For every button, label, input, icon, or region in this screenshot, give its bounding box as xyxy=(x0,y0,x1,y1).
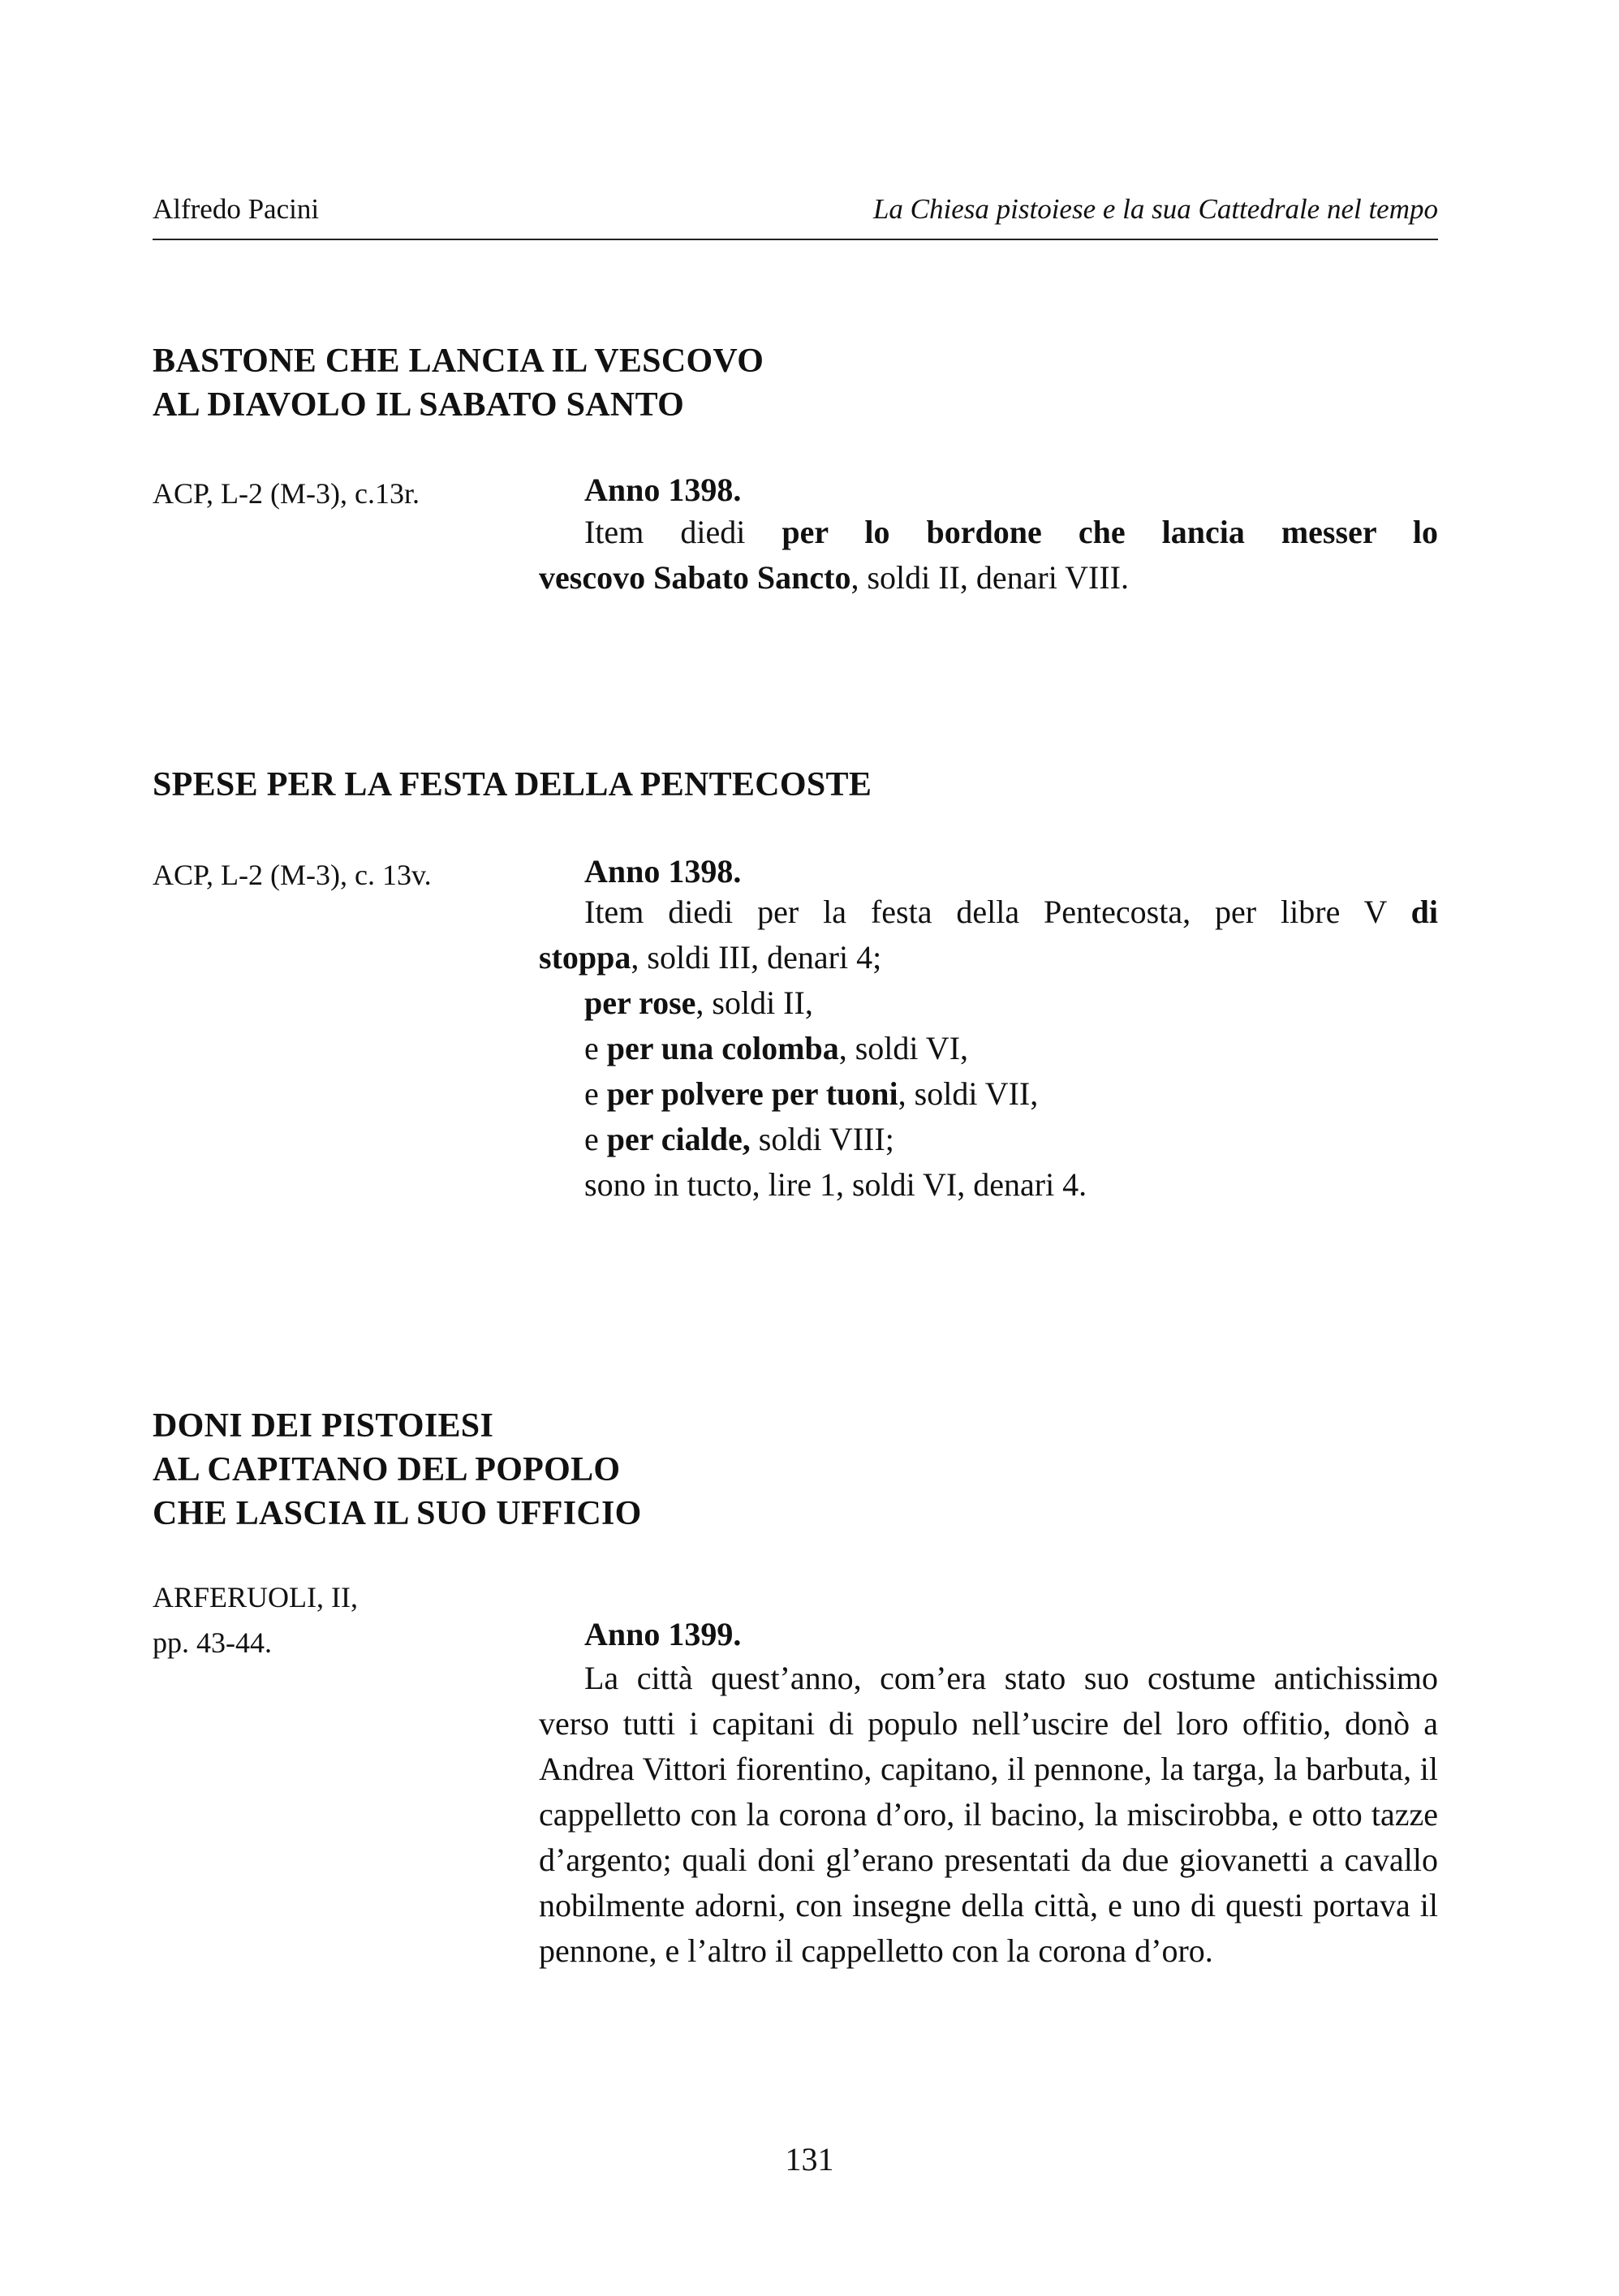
running-header-title: La Chiesa pistoiese e la sua Cattedrale nel tempo xyxy=(872,193,1438,225)
section-title-line: AL DIAVOLO IL SABATO SANTO xyxy=(153,386,685,424)
expense-item: e per polvere per tuoni, soldi VII, xyxy=(584,1075,1039,1112)
page-number: 131 xyxy=(785,2141,834,2178)
section-2-source: ACP, L-2 (M-3), c. 13v. xyxy=(153,859,432,891)
section-title-line: BASTONE CHE LANCIA IL VESCOVO xyxy=(153,342,764,380)
section-2-year: Anno 1398. xyxy=(584,853,742,890)
section-2-title xyxy=(153,763,872,807)
body-line: vescovo Sabato Sancto, soldi II, denari VIII. xyxy=(539,559,1129,596)
section-1-source: ACP, L-2 (M-3), c.13r. xyxy=(153,477,420,510)
section-3-paragraph: La città quest’anno, com’era stato suo costume antichissimo verso tutti i capitani di populo nell’uscire del loro offitio, donò a Andrea Vittori fiorentino, capitano, il pennone, la targa, la barbuta, il cappelletto con la corona d’oro, il bacino, la miscirobba, e otto tazze d’argento; quali doni gl’erano presentati da due giovanetti a cavallo nobilmente adorni, con insegne della città, e uno di questi portava il pennone, e l’altro il cappelletto con la corona d’oro. xyxy=(539,1660,1438,1969)
section-3-year: Anno 1399. xyxy=(584,1616,742,1652)
section-1-body xyxy=(539,510,1438,601)
header-rule xyxy=(153,239,1438,240)
section-title-line: SPESE PER LA FESTA DELLA PENTECOSTE xyxy=(153,766,872,803)
expense-item: e per una colomba, soldi VI, xyxy=(584,1030,969,1066)
section-title-line: DONI DEI PISTOIESI xyxy=(153,1407,494,1445)
section-title-line: CHE LASCIA IL SUO UFFICIO xyxy=(153,1495,642,1532)
section-1-title xyxy=(153,339,764,427)
body-line: Item diedi per la festa della Pentecosta, per libre V di xyxy=(584,894,1438,930)
running-header-author: Alfredo Pacini xyxy=(153,193,320,225)
section-title-line: AL CAPITANO DEL POPOLO xyxy=(153,1451,621,1488)
body-line: stoppa, soldi III, denari 4; xyxy=(539,939,882,976)
source-line: pp. 43-44. xyxy=(153,1626,272,1659)
body-line: Item diedi per lo bordone che lancia messer lo xyxy=(584,514,1438,550)
expense-total: sono in tucto, lire 1, soldi VI, denari 4. xyxy=(584,1166,1087,1203)
source-line: ARFERUOLI, II, xyxy=(153,1581,358,1613)
expense-item: e per cialde, soldi VIII; xyxy=(584,1121,894,1157)
section-1-year: Anno 1398. xyxy=(584,472,742,508)
section-3-source xyxy=(153,1574,358,1665)
section-2-body xyxy=(539,890,1438,1208)
expense-item: per rose, soldi II, xyxy=(584,984,813,1021)
section-3-title xyxy=(153,1404,642,1536)
